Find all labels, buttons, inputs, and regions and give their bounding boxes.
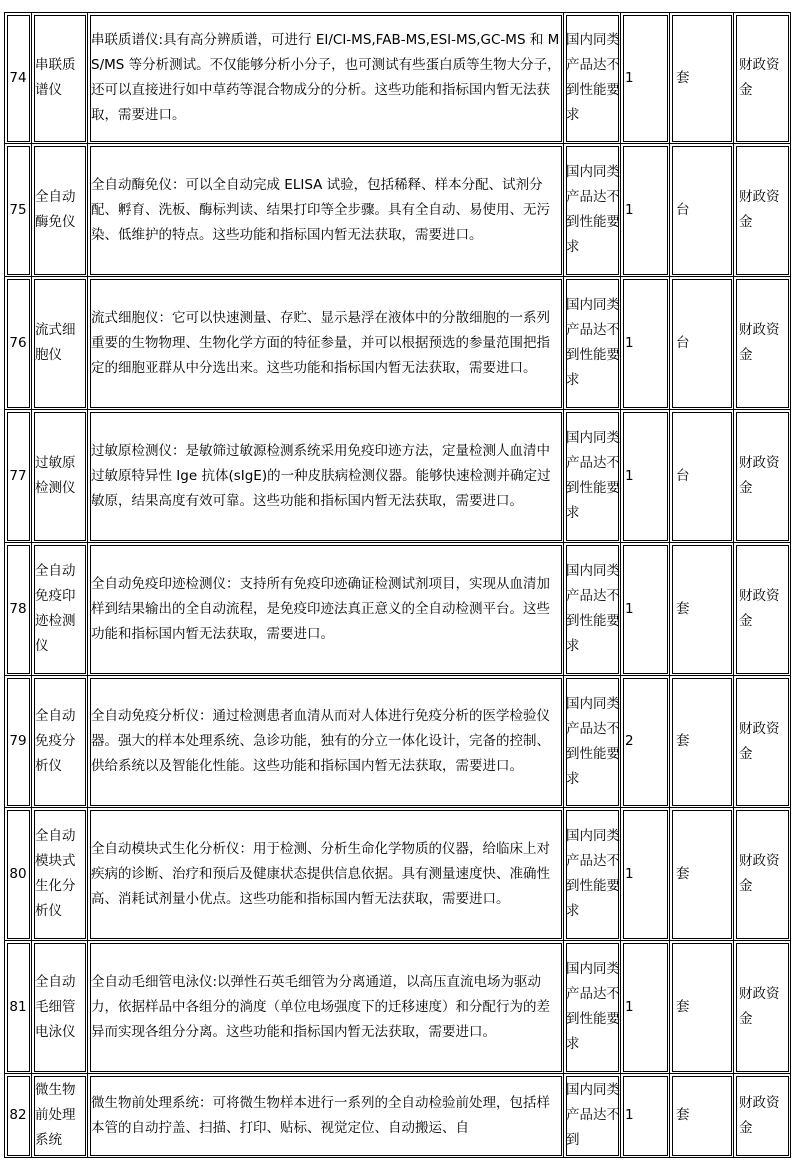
row-number: 79	[5, 676, 32, 808]
import-reason: 国内同类产品达不到性能要求	[564, 941, 621, 1074]
unit: 套	[670, 543, 734, 676]
unit: 套	[670, 676, 734, 808]
row-number: 78	[5, 543, 32, 676]
fund-source: 财政资金	[734, 941, 791, 1074]
quantity: 1	[621, 277, 670, 410]
unit: 套	[670, 1074, 734, 1158]
equipment-name: 全自动毛细管电泳仪	[32, 941, 88, 1074]
fund-source: 财政资金	[734, 144, 791, 277]
table-row	[5, 13, 791, 144]
fund-source: 财政资金	[734, 676, 791, 808]
equipment-description: 串联质谱仪:具有高分辨质谱，可进行 EI/CI-MS,FAB-MS,ESI-MS,GC-MS 和 MS/MS 等分析测试。不仅能够分析小分子，也可测试有些蛋白质等生物大分子，还可以直接进行如中草药等混合物成分的分析。这些功能和指标国内暂无法获取，需要进口。	[88, 13, 564, 144]
quantity: 1	[621, 808, 670, 941]
equipment-description: 全自动免疫印迹检测仪：支持所有免疫印迹确证检测试剂项目，实现从血清加样到结果输出的全自动流程，是免疫印迹法真正意义的全自动检测平台。这些功能和指标国内暂无法获取，需要进口。	[88, 543, 564, 676]
equipment-name: 流式细胞仪	[32, 277, 88, 410]
table-row	[5, 676, 791, 808]
equipment-description: 全自动酶免仪：可以全自动完成 ELISA 试验，包括稀释、样本分配、试剂分配、孵育、洗板、酶标判读、结果打印等全步骤。具有全自动、易使用、无污染、低维护的特点。这些功能和指标国内暂无法获取，需要进口。	[88, 144, 564, 277]
equipment-description: 过敏原检测仪：是敏筛过敏源检测系统采用免疫印迹方法，定量检测人血清中过敏原特异性 Ige 抗体(sIgE)的一种皮肤病检测仪器。能够快速检测并确定过敏原，结果高度有效可靠。这些功能和指标国内暂无法获取，需要进口。	[88, 410, 564, 543]
quantity: 1	[621, 543, 670, 676]
equipment-name: 过敏原检测仪	[32, 410, 88, 543]
equipment-name: 串联质谱仪	[32, 13, 88, 144]
equipment-name: 全自动免疫分析仪	[32, 676, 88, 808]
import-reason: 国内同类产品达不到性能要求	[564, 277, 621, 410]
fund-source: 财政资金	[734, 13, 791, 144]
quantity: 2	[621, 676, 670, 808]
row-number: 82	[5, 1074, 32, 1158]
import-reason: 国内同类产品达不到	[564, 1074, 621, 1158]
quantity: 1	[621, 1074, 670, 1158]
equipment-description: 全自动免疫分析仪：通过检测患者血清从而对人体进行免疫分析的医学检验仪器。强大的样本处理系统、急诊功能，独有的分立一体化设计，完备的控制、供给系统以及智能化性能。这些功能和指标国内暂无法获取，需要进口。	[88, 676, 564, 808]
unit: 套	[670, 808, 734, 941]
fund-source: 财政资金	[734, 277, 791, 410]
row-number: 81	[5, 941, 32, 1074]
equipment-description: 全自动模块式生化分析仪：用于检测、分析生命化学物质的仪器，给临床上对疾病的诊断、治疗和预后及健康状态提供信息依据。具有测量速度快、准确性高、消耗试剂量小优点。这些功能和指标国内暂无法获取，需要进口。	[88, 808, 564, 941]
row-number: 74	[5, 13, 32, 144]
import-reason: 国内同类产品达不到性能要求	[564, 808, 621, 941]
unit: 台	[670, 277, 734, 410]
table-row	[5, 941, 791, 1074]
equipment-table	[4, 12, 791, 1158]
equipment-name: 全自动模块式生化分析仪	[32, 808, 88, 941]
fund-source: 财政资金	[734, 1074, 791, 1158]
import-reason: 国内同类产品达不到性能要求	[564, 410, 621, 543]
equipment-name: 全自动免疫印迹检测仪	[32, 543, 88, 676]
unit: 套	[670, 13, 734, 144]
table-row	[5, 543, 791, 676]
import-reason: 国内同类产品达不到性能要求	[564, 543, 621, 676]
import-reason: 国内同类产品达不到性能要求	[564, 13, 621, 144]
import-reason: 国内同类产品达不到性能要求	[564, 676, 621, 808]
table-row	[5, 144, 791, 277]
import-reason: 国内同类产品达不到性能要求	[564, 144, 621, 277]
equipment-name: 微生物前处理系统	[32, 1074, 88, 1158]
table-row	[5, 410, 791, 543]
table-row	[5, 1074, 791, 1158]
unit: 套	[670, 941, 734, 1074]
quantity: 1	[621, 941, 670, 1074]
row-number: 75	[5, 144, 32, 277]
equipment-name: 全自动酶免仪	[32, 144, 88, 277]
table-row	[5, 808, 791, 941]
quantity: 1	[621, 13, 670, 144]
row-number: 80	[5, 808, 32, 941]
equipment-description: 流式细胞仪：它可以快速测量、存贮、显示悬浮在液体中的分散细胞的一系列重要的生物物理、生物化学方面的特征参量，并可以根据预选的参量范围把指定的细胞亚群从中分选出来。这些功能和指标国内暂无法获取，需要进口。	[88, 277, 564, 410]
quantity: 1	[621, 410, 670, 543]
equipment-description: 微生物前处理系统：可将微生物样本进行一系列的全自动检验前处理，包括样本管的自动拧盖、扫描、打印、贴标、视觉定位、自动搬运、自	[88, 1074, 564, 1158]
table-row	[5, 277, 791, 410]
equipment-description: 全自动毛细管电泳仪:以弹性石英毛细管为分离通道，以高压直流电场为驱动力，依据样品中各组分的淌度（单位电场强度下的迁移速度）和分配行为的差异而实现各组分分离。这些功能和指标国内暂无法获取，需要进口。	[88, 941, 564, 1074]
fund-source: 财政资金	[734, 808, 791, 941]
unit: 台	[670, 410, 734, 543]
fund-source: 财政资金	[734, 543, 791, 676]
row-number: 76	[5, 277, 32, 410]
fund-source: 财政资金	[734, 410, 791, 543]
quantity: 1	[621, 144, 670, 277]
unit: 台	[670, 144, 734, 277]
row-number: 77	[5, 410, 32, 543]
